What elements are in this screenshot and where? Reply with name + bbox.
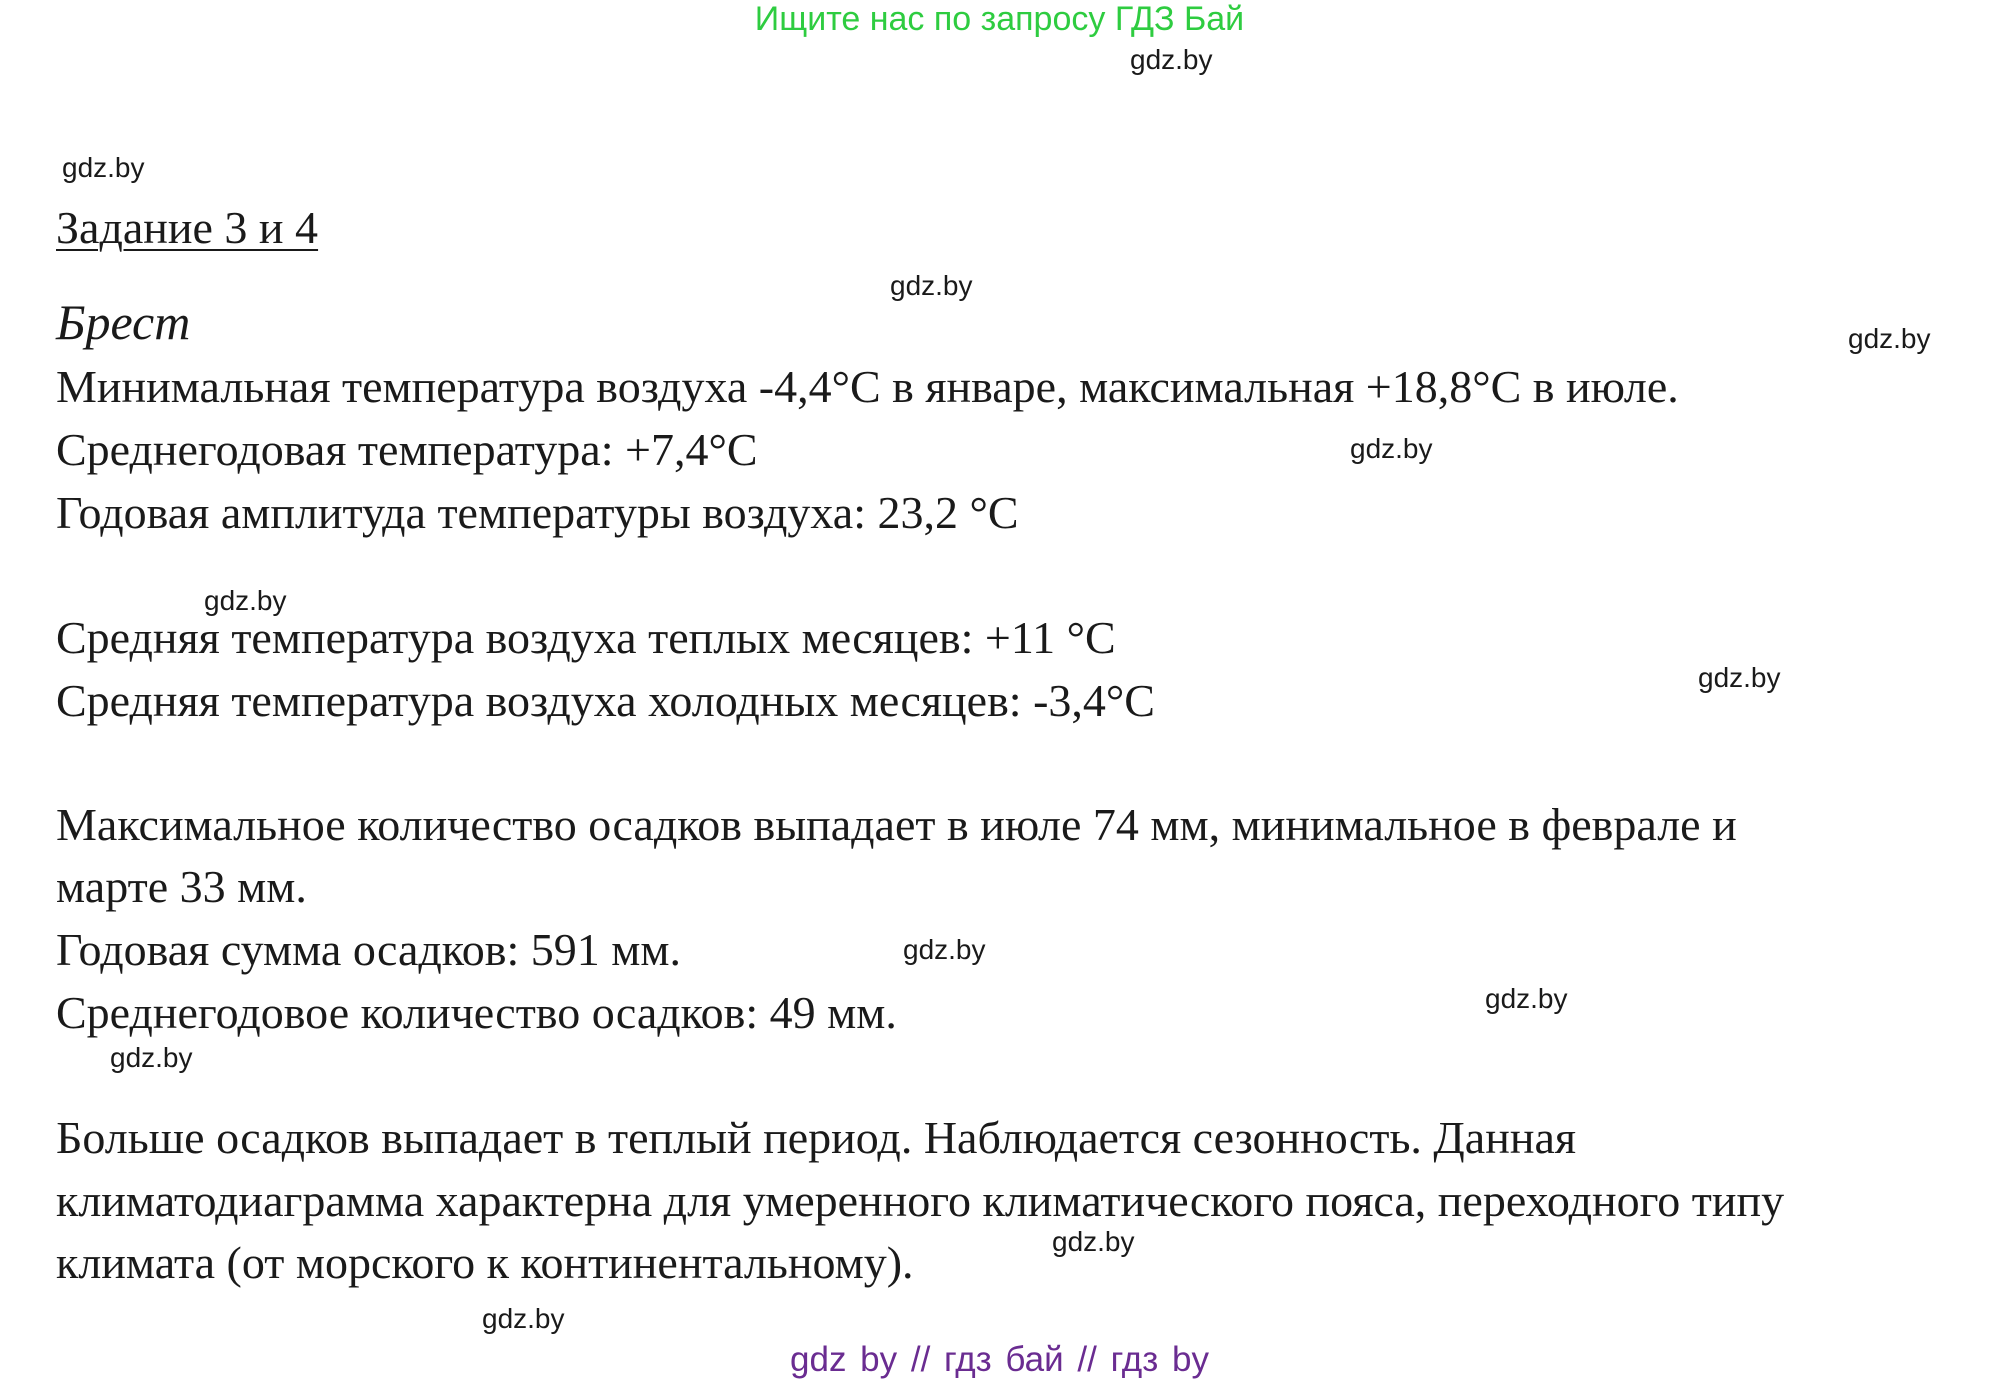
text-line: Годовая сумма осадков: 591 мм. [56,924,682,975]
watermark: gdz.by [903,934,986,965]
promo-banner[interactable]: Ищите нас по запросу ГДЗ Бай [754,0,1245,38]
text-line: Больше осадков выпадает в теплый период. Наблюдается сезонность. Данная [56,1112,1577,1163]
watermark: gdz.by [1698,662,1781,693]
text-line: климата (от морского к континентальному). [56,1237,914,1288]
text-line: Максимальное количество осадков выпадает в июле 74 мм, минимальное в феврале и [56,799,1737,850]
text-line: Среднегодовое количество осадков: 49 мм. [56,987,897,1038]
watermark: gdz.by [1485,983,1568,1014]
text-line: Минимальная температура воздуха -4,4°C в январе, максимальная +18,8°C в июле. [56,361,1679,412]
watermark: gdz.by [890,270,973,301]
text-line: Среднегодовая температура: +7,4°C [56,424,758,475]
text-line: марте 33 мм. [56,861,307,912]
watermark: gdz.by [204,585,287,616]
text-line: Средняя температура воздуха холодных месяцев: -3,4°C [56,675,1155,726]
city-heading: Брест [56,294,191,350]
text-line: Годовая амплитуда температуры воздуха: 23,2 °C [56,487,1019,538]
task-title: Задание 3 и 4 [56,202,319,253]
watermark: gdz.by [1848,323,1931,354]
watermark: gdz.by [1350,433,1433,464]
watermark: gdz.by [62,152,145,183]
watermark: gdz.by [1052,1226,1135,1257]
footer-links[interactable]: gdz by // гдз бай // гдз by [790,1340,1209,1379]
watermark: gdz.by [110,1042,193,1073]
text-line: климатодиаграмма характерна для умеренного климатического пояса, переходного типу [56,1175,1785,1226]
watermark: gdz.by [1130,44,1213,75]
watermark: gdz.by [482,1303,565,1334]
text-line: Средняя температура воздуха теплых месяцев: +11 °C [56,612,1116,663]
